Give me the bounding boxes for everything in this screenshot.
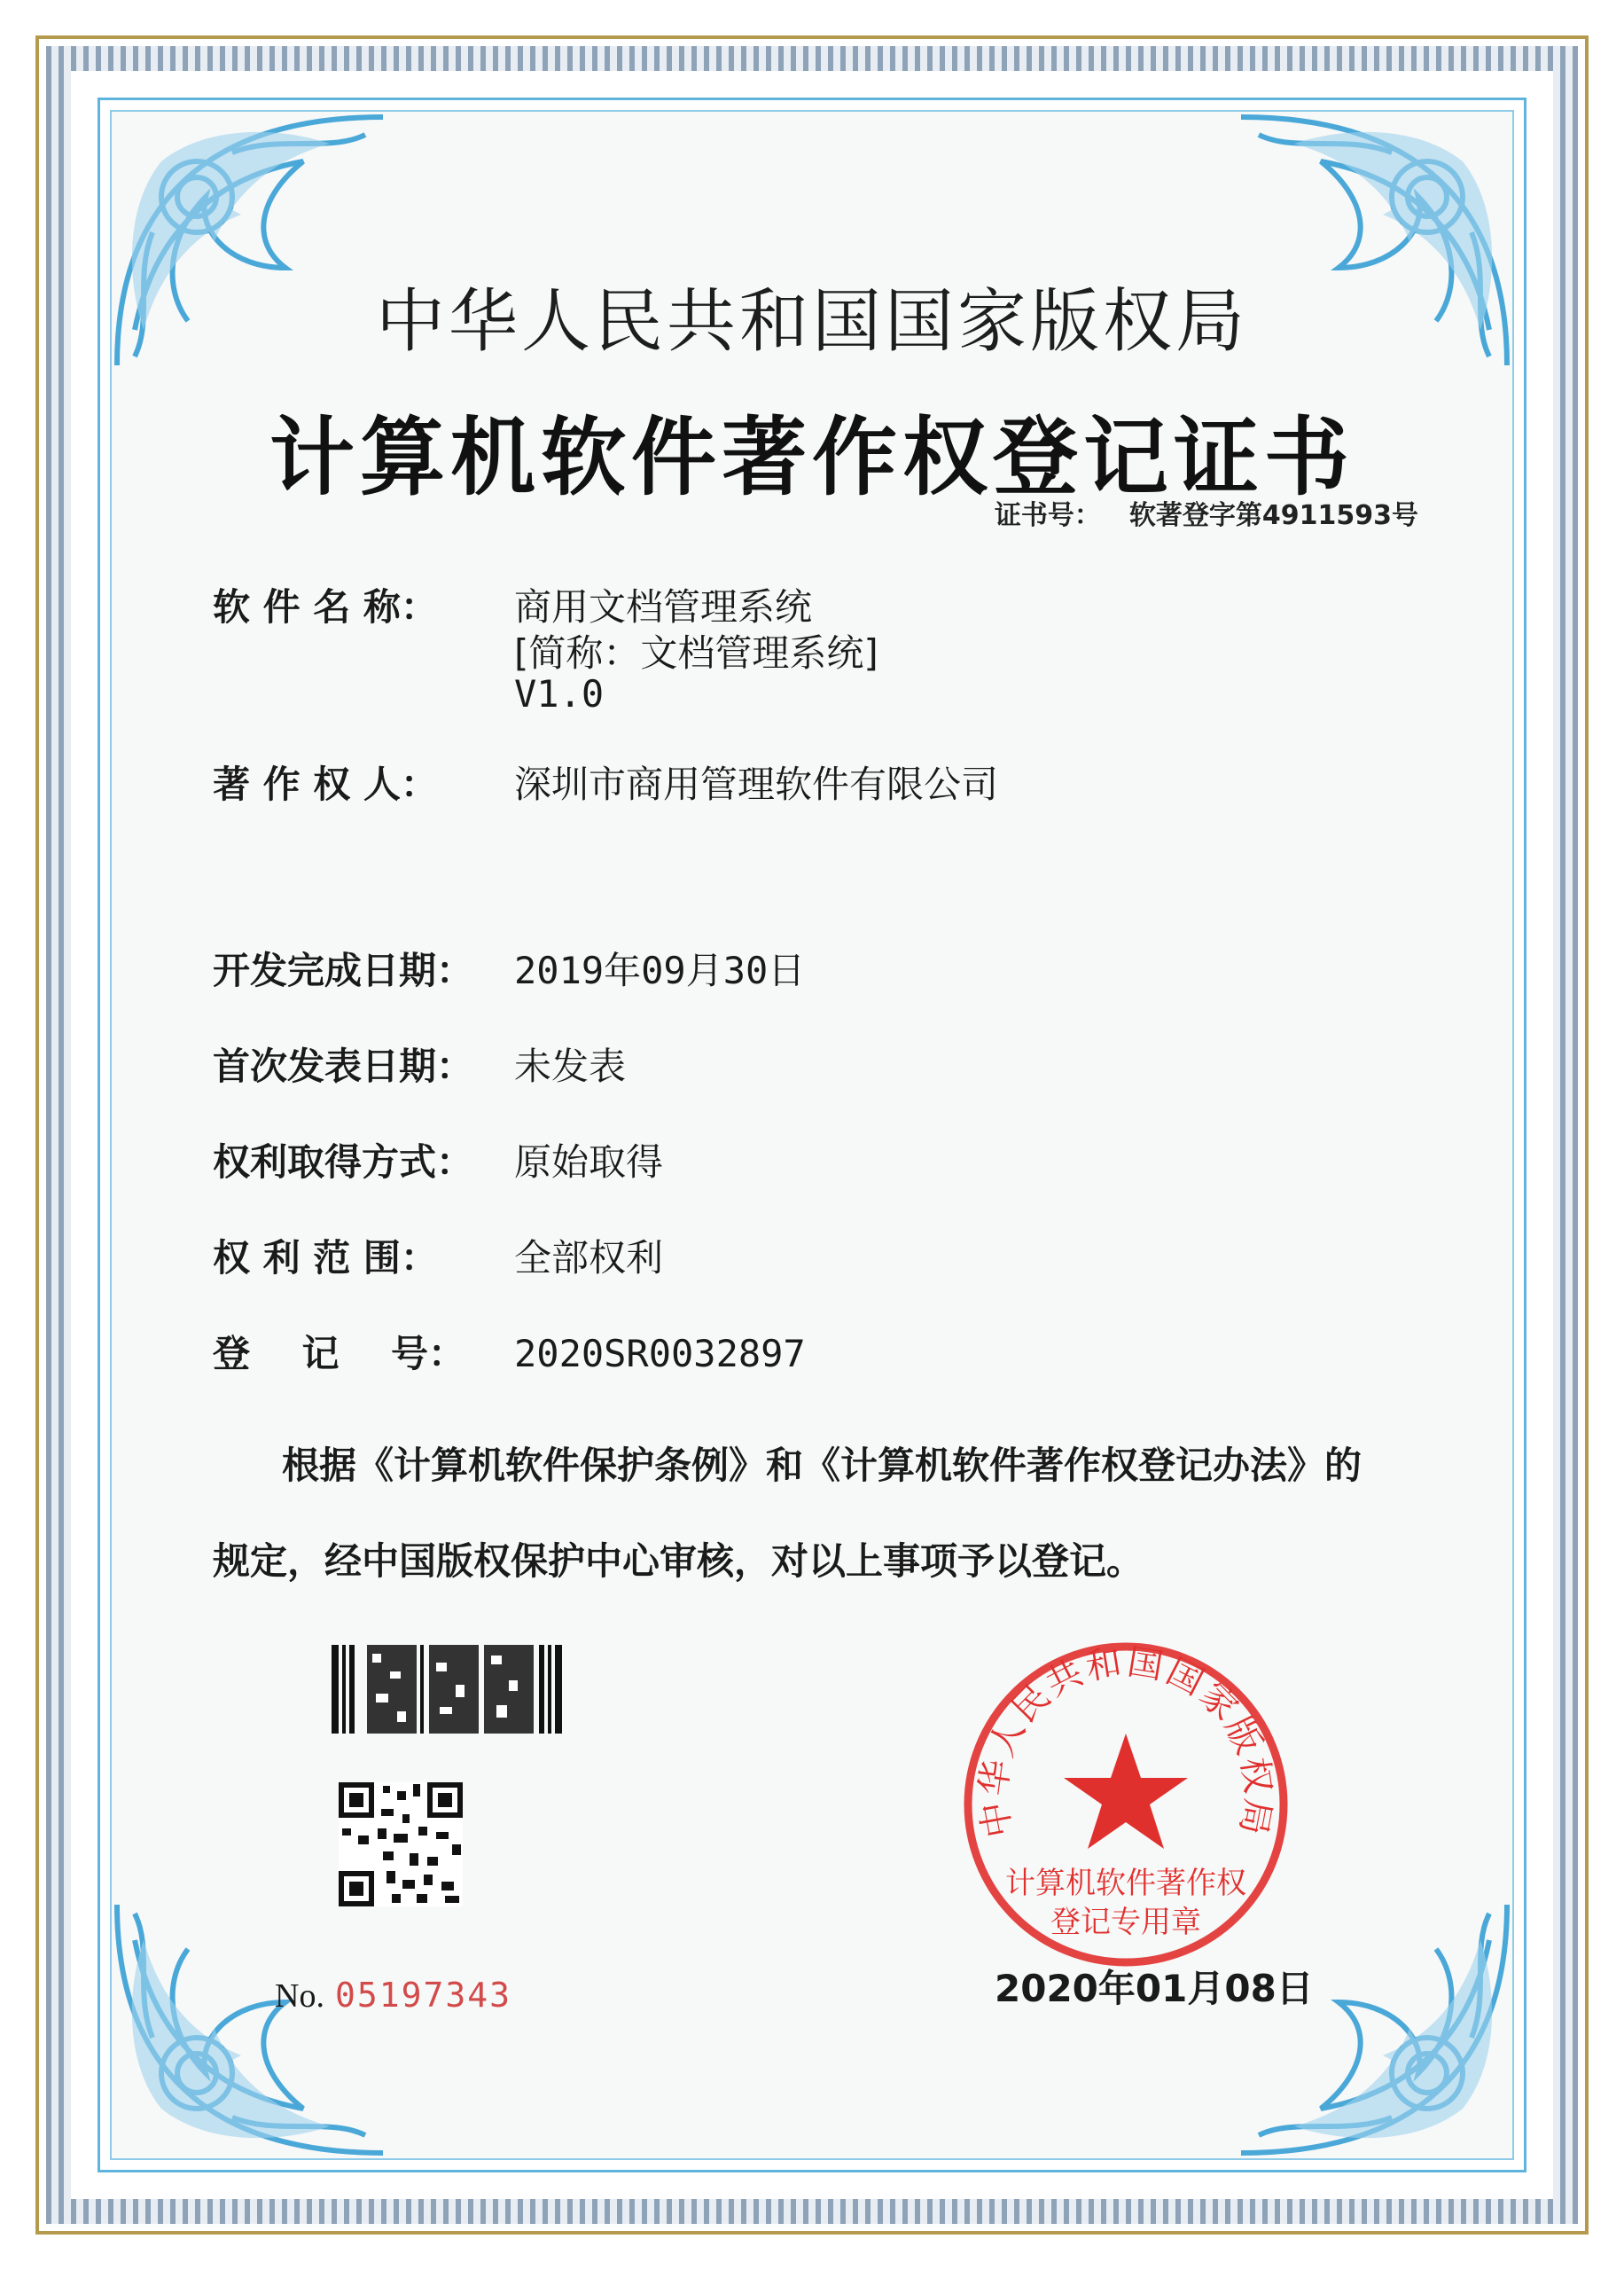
serial-label: No. — [275, 1977, 324, 2015]
certificate-number-value: 软著登字第4911593号 — [1128, 500, 1418, 531]
owner-row — [213, 755, 998, 809]
reg-no-value: 2020SR0032897 — [514, 1332, 806, 1375]
serial-number — [275, 1976, 511, 2016]
publish-date-row — [213, 1037, 626, 1091]
acquire-row — [213, 1133, 663, 1186]
dev-date-value: 2019年09月30日 — [514, 949, 806, 992]
acquire-label: 权利取得方式： — [213, 1140, 474, 1184]
reg-no-row — [213, 1325, 806, 1378]
qr-code — [339, 1782, 463, 1906]
publish-date-value: 未发表 — [514, 1045, 627, 1088]
software-name-label: 软 件 名 称： — [213, 585, 438, 629]
dev-date-row — [213, 942, 805, 995]
seal-line-1: 计算机软件著作权 — [1005, 1866, 1246, 1901]
owner-value: 深圳市商用管理软件有限公司 — [514, 763, 999, 806]
certificate-number — [995, 493, 1418, 532]
certificate-number-label: 证书号： — [994, 500, 1101, 531]
star-icon — [1064, 1734, 1188, 1849]
owner-label: 著 作 权 人： — [213, 763, 438, 806]
software-name-value: 商用文档管理系统 — [514, 585, 813, 629]
statement-line-1: 根据《计算机软件保护条例》和《计算机软件著作权登记办法》的 — [282, 1444, 1362, 1487]
certificate-title: 计算机软件著作权登记证书 — [269, 407, 1355, 507]
serial-value: 05197343 — [334, 1976, 511, 2015]
acquire-value: 原始取得 — [514, 1140, 664, 1184]
scope-value: 全部权利 — [514, 1236, 664, 1280]
seal-arc-text: 中华人民共和国国家版权局 — [972, 1641, 1279, 1841]
scope-row — [213, 1229, 663, 1282]
software-short-name: [简称：文档管理系统] — [514, 631, 878, 675]
official-seal — [957, 1636, 1294, 1973]
software-version: V1.0 — [514, 672, 605, 716]
publish-date-label: 首次发表日期： — [213, 1045, 474, 1088]
seal-date: 2020年01月08日 — [995, 1967, 1314, 2010]
dev-date-label: 开发完成日期： — [213, 949, 474, 992]
barcode — [332, 1645, 564, 1734]
corner-ornament-bottom-left — [99, 1878, 418, 2171]
issuing-authority: 中华人民共和国国家版权局 — [375, 282, 1248, 362]
statement-line-2: 规定，经中国版权保护中心审核，对以上事项予以登记。 — [213, 1539, 1144, 1583]
reg-no-label: 登 记 号： — [213, 1332, 465, 1375]
scope-label: 权 利 范 围： — [213, 1236, 438, 1280]
seal-line-2: 登记专用章 — [1050, 1905, 1201, 1940]
software-name-row — [213, 578, 812, 631]
